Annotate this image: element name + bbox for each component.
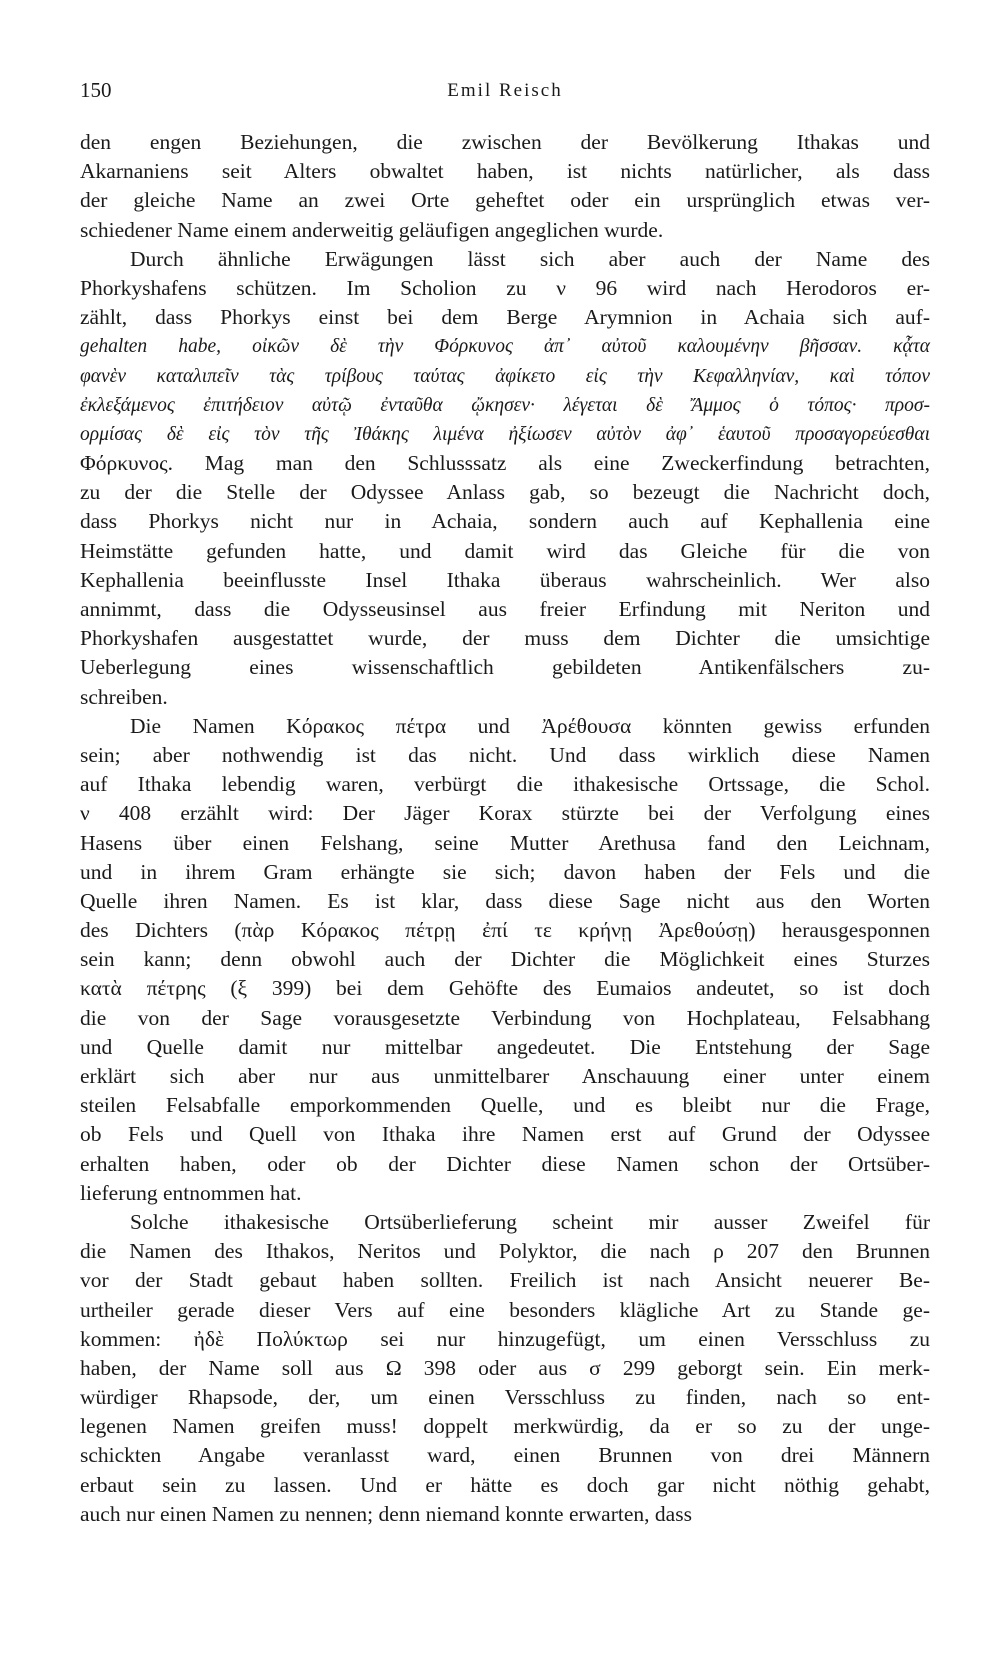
text-line: die Namen des Ithakos, Neritos und Polyktor, die nach ρ 207 den Brunnen <box>80 1239 930 1264</box>
text-line: annimmt, dass die Odysseusinsel aus freier Erfindung mit Neriton und <box>80 597 930 621</box>
text-line: schickten Angabe veranlasst ward, einen Brunnen von drei Männern <box>80 1443 930 1468</box>
text-line: den engen Beziehungen, die zwischen der Bevölkerung Ithakas und <box>80 130 930 154</box>
body-text <box>80 128 930 1529</box>
text-line: Durch ähnliche Erwägungen lässt sich aber auch der Name des <box>130 246 930 271</box>
text-line: gehalten habe, οἰκῶν δὲ τὴν Φόρκυνος ἀπ᾽ αὐτοῦ καλουμένην βῆσσαν. κᾆτα <box>80 336 930 358</box>
text-line: die von der Sage vorausgesetzte Verbindung von Hochplateau, Felsabhang <box>80 1005 930 1030</box>
running-head: Emil Reisch <box>447 80 563 101</box>
text-line: und Quelle damit nur mittelbar angedeutet. Die Entstehung der Sage <box>80 1034 930 1059</box>
text-line: ορμίσας δὲ εἰς τὸν τῆς Ἰθάκης λιμένα ἠξίωσεν αὐτὸν ἀφ᾽ ἑαυτοῦ προσαγορεύεσθαι <box>80 423 930 445</box>
text-line: sein kann; denn obwohl auch der Dichter die Möglichkeit eines Sturzes <box>80 947 930 972</box>
text-line: ἐκλεξάμενος ἐπιτήδειον αὐτῷ ἐνταῦθα ᾤκησεν· λέγεται δὲ Ἄμμος ὁ τόπος· προσ- <box>80 394 930 416</box>
text-line: vor der Stadt gebaut haben sollten. Freilich ist nach Ansicht neuerer Be- <box>80 1268 930 1293</box>
text-line: φανὲν καταλιπεῖν τὰς τρίβους ταύτας ἀφίκετο εἰς τὴν Κεφαλληνίαν, καὶ τόπον <box>80 365 930 387</box>
text-line: Solche ithakesische Ortsüberlieferung scheint mir ausser Zweifel für <box>130 1209 930 1234</box>
page-number: 150 <box>80 78 112 102</box>
text-line: zählt, dass Phorkys einst bei dem Berge Arymnion in Achaia sich auf- <box>80 305 930 330</box>
text-line: sein; aber nothwendig ist das nicht. Und dass wirklich diese Namen <box>80 742 930 767</box>
text-line: ob Fels und Quell von Ithaka ihre Namen erst auf Grund der Odyssee <box>80 1122 930 1147</box>
text-line: Heimstätte gefunden hatte, und damit wird das Gleiche für die von <box>80 538 930 563</box>
text-line: erklärt sich aber nur aus unmittelbarer Anschauung einer unter einem <box>80 1064 930 1088</box>
text-line: Akarnaniens seit Alters obwaltet haben, ist nichts natürlicher, als dass <box>80 159 930 184</box>
text-line: schreiben. <box>80 684 168 709</box>
text-line: würdiger Rhapsode, der, um einen Versschluss zu finden, nach so ent- <box>80 1385 930 1410</box>
text-line: κατὰ πέτρης (ξ 399) bei dem Gehöfte des Eumaios andeutet, so ist doch <box>80 976 930 1001</box>
text-line: Die Namen Κόρακος πέτρα und Ἀρέθουσα könnten gewiss erfunden <box>130 713 930 738</box>
text-line: schiedener Name einem anderweitig geläufigen angeglichen wurde. <box>80 217 664 242</box>
text-line: Φόρκυνος. Mag man den Schlusssatz als eine Zweckerfindung betrachten, <box>80 451 930 476</box>
text-line: kommen: ἠδὲ Πολύκτωρ sei nur hinzugefügt, um einen Versschluss zu <box>80 1326 930 1351</box>
text-line: Ueberlegung eines wissenschaftlich gebildeten Antikenfälschers zu- <box>80 655 930 680</box>
text-line: dass Phorkys nicht nur in Achaia, sondern auch auf Kephallenia eine <box>80 509 930 534</box>
text-line: Phorkyshafens schützen. Im Scholion zu ν 96 wird nach Herodoros er- <box>80 275 930 300</box>
text-line: lieferung entnommen hat. <box>80 1180 302 1205</box>
text-line: des Dichters (πὰρ Κόρακος πέτρῃ ἐπί τε κρήνῃ Ἀρεθούσῃ) herausgesponnen <box>80 918 930 943</box>
text-line: Quelle ihren Namen. Es ist klar, dass diese Sage nicht aus den Worten <box>80 888 930 913</box>
text-line: Kephallenia beeinflusste Insel Ithaka überaus wahrscheinlich. Wer also <box>80 567 930 592</box>
text-line: steilen Felsabfalle emporkommenden Quelle, und es bleibt nur die Frage, <box>80 1093 930 1118</box>
text-line: erhalten haben, oder ob der Dichter diese Namen schon der Ortsüber- <box>80 1151 930 1176</box>
text-line: haben, der Name soll aus Ω 398 oder aus σ 299 geborgt sein. Ein merk- <box>80 1355 930 1380</box>
text-line: urtheiler gerade dieser Vers auf eine besonders klägliche Art zu Stande ge- <box>80 1297 930 1322</box>
text-line: erbaut sein zu lassen. Und er hätte es doch gar nicht nöthig gehabt, <box>80 1472 930 1497</box>
page-header <box>80 78 930 108</box>
text-line: und in ihrem Gram erhängte sie sich; davon haben der Fels und die <box>80 859 930 884</box>
text-line: der gleiche Name an zwei Orte geheftet oder ein ursprünglich etwas ver- <box>80 188 930 213</box>
text-line: auch nur einen Namen zu nennen; denn niemand konnte erwarten, dass <box>80 1501 692 1526</box>
text-line: Hasens über einen Felshang, seine Mutter Arethusa fand den Leichnam, <box>80 830 930 855</box>
text-line: ν 408 erzählt wird: Der Jäger Korax stürzte bei der Verfolgung eines <box>80 801 930 826</box>
text-line: legenen Namen greifen muss! doppelt merkwürdig, da er so zu der unge- <box>80 1414 930 1439</box>
text-line: auf Ithaka lebendig waren, verbürgt die ithakesische Ortssage, die Schol. <box>80 772 930 797</box>
text-line: zu der die Stelle der Odyssee Anlass gab, so bezeugt die Nachricht doch, <box>80 480 930 505</box>
text-line: Phorkyshafen ausgestattet wurde, der muss dem Dichter die umsichtige <box>80 626 930 651</box>
